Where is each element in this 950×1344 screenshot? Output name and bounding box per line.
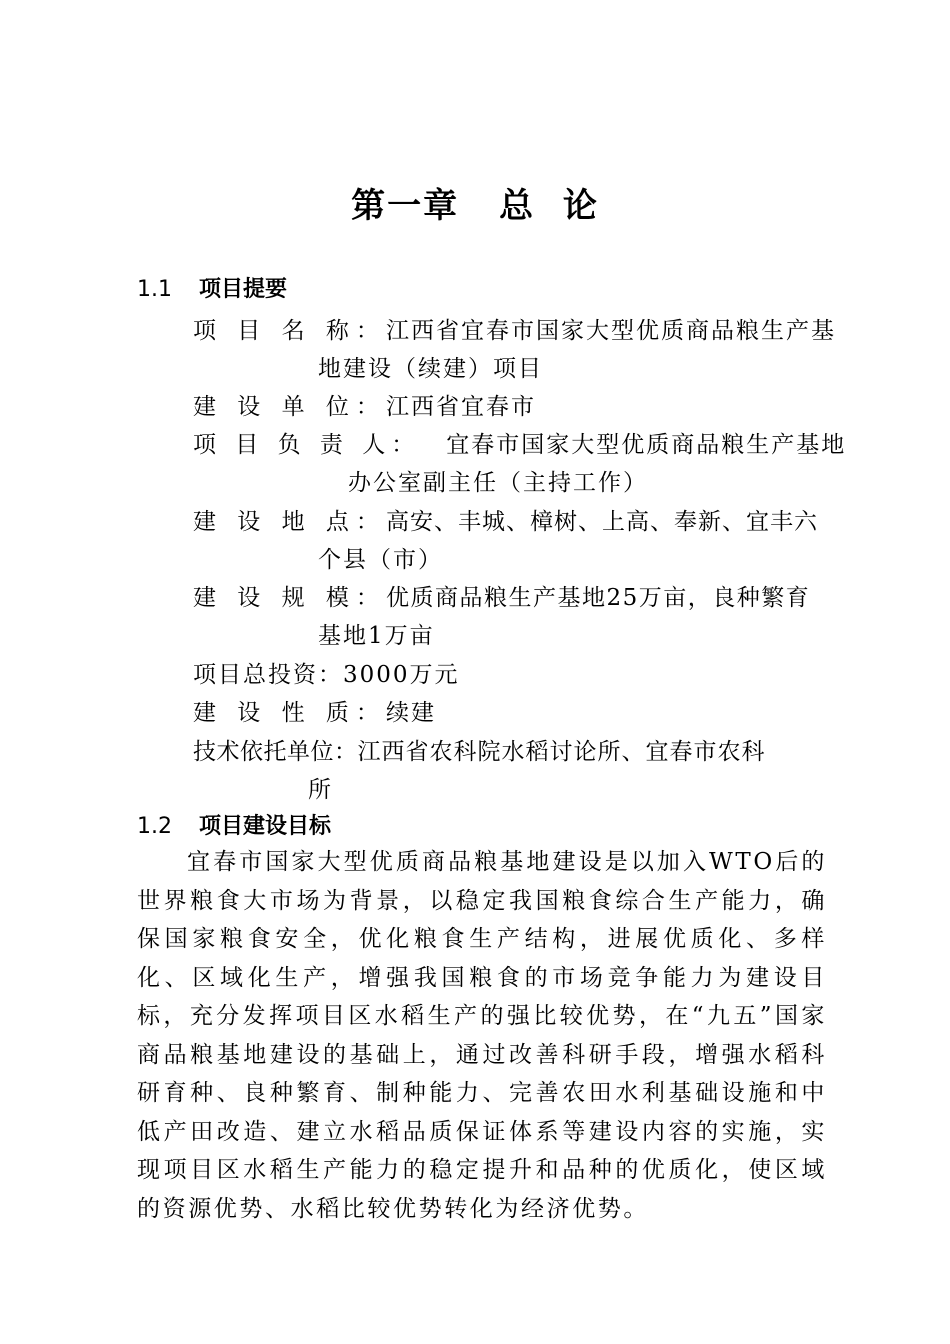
field-value: 宜春市国家大型优质商品粮生产基地 (446, 432, 847, 458)
field-value: 江西省农科院水稻讨论所、宜春市农科 (357, 739, 766, 765)
field-label: 技术依托单位： (193, 739, 358, 765)
field-total-investment (193, 656, 460, 689)
field-value-cont: 地建设（续建）项目 (318, 356, 543, 382)
section-title: 项目提要 (199, 277, 288, 302)
chapter-name: 总 论 (499, 186, 599, 226)
field-construction-site (193, 503, 818, 536)
field-label: 建 设 规 模： (193, 585, 386, 611)
section-heading-1-1 (137, 272, 287, 303)
field-value-cont: 基地1万亩 (318, 623, 435, 649)
field-project-name-cont (318, 350, 543, 383)
field-label: 项 目 名 称： (193, 318, 386, 344)
section-heading-1-2 (137, 809, 331, 840)
field-value: 高安、丰城、樟树、上高、奉新、宜丰六 (385, 509, 818, 535)
field-value: 优质商品粮生产基地25万亩，良种繁育 (385, 585, 811, 611)
field-label: 建 设 地 点： (193, 509, 386, 535)
field-construction-nature (193, 694, 436, 727)
field-project-leader-cont (348, 464, 648, 497)
field-value: 续建 (385, 700, 436, 726)
field-value: 江西省宜春市 (385, 394, 536, 420)
field-project-name (193, 312, 836, 345)
field-construction-site-cont (318, 541, 443, 574)
section-number: 1.2 (137, 814, 172, 839)
chapter-title (0, 178, 950, 227)
field-construction-unit (193, 388, 536, 421)
field-technical-support (193, 733, 766, 766)
field-label: 项目总投资： (193, 662, 343, 688)
field-project-leader (193, 426, 846, 459)
field-value: 3000万元 (343, 662, 460, 688)
chapter-number: 第一章 (351, 186, 460, 226)
field-construction-scale-cont (318, 617, 435, 650)
section-number: 1.1 (137, 277, 172, 302)
field-technical-support-cont (308, 771, 333, 804)
section-paragraph: 宜春市国家大型优质商品粮基地建设是以加入WTO后的世界粮食大市场为背景，以稳定我国粮食综合生产能力，确保国家粮食安全，优化粮食生产结构，进展优质化、多样化、区域化生产，增强我国粮食的市场竞争能力为建设目标，充分发挥项目区水稻生产的强比较优势，在“九五”国家商品粮基地建设的基础上，通过改善科研手段，增强水稻科研育种、良种繁育、制种能力、完善农田水利基础设施和中低产田改造、建立水稻品质保证体系等建设内容的实施，实现项目区水稻生产能力的稳定提升和品种的优质化，使区域的资源优势、水稻比较优势转化为经济优势。 (137, 849, 827, 1222)
field-label: 建 设 单 位： (193, 394, 386, 420)
field-value-cont: 所 (308, 777, 333, 803)
section-title: 项目建设目标 (199, 814, 332, 839)
field-value: 江西省宜春市国家大型优质商品粮生产基 (385, 318, 836, 344)
field-label: 建 设 性 质： (193, 700, 386, 726)
field-value-cont: 办公室副主任（主持工作） (348, 470, 648, 496)
field-construction-scale (193, 579, 810, 612)
field-value-cont: 个县（市） (318, 547, 443, 573)
field-label: 项 目 负 责 人： (193, 432, 421, 458)
